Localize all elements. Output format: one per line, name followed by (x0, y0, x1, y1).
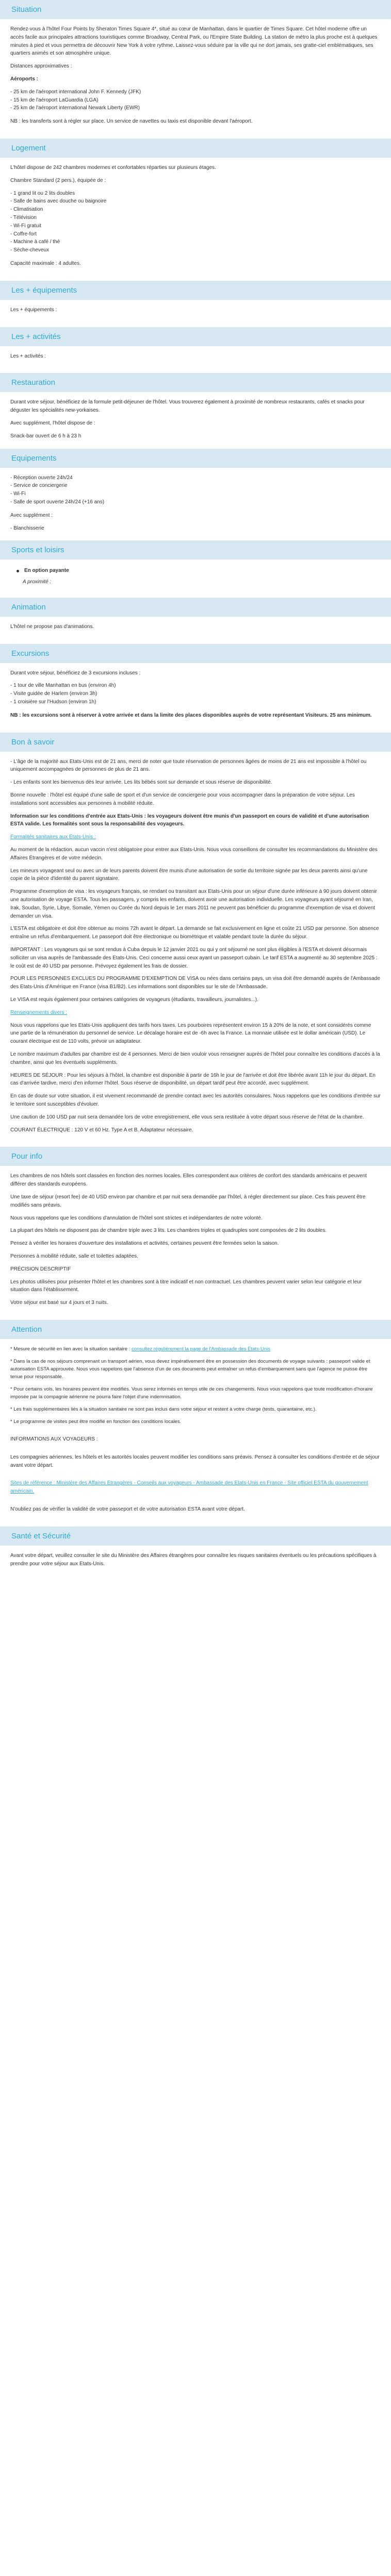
equipements-list (10, 474, 381, 506)
restauration-content (0, 392, 391, 448)
bon-paragraph: - L'âge de la majorité aux Etats-Unis est de 21 ans, merci de noter que toute réservation de personnes âgées de moins de 21 ans est impossible à l'hôtel ou uniquement accompagnées de personnes de plus de 21 ans. (10, 758, 367, 773)
rooms-label: Chambre Standard (2 pers.), équipée de : (10, 177, 106, 183)
section-title-logement: Logement (0, 139, 391, 158)
attention-paragraph (10, 1345, 381, 1353)
bon-paragraph: Le nombre maximum d'adultes par chambre est de 4 personnes. Merci de bien vouloir vous renseigner auprès de l'hôtel pour connaître les conditions d'accès à la chambre, ainsi que les éventuels suppléments. (10, 1051, 380, 1065)
bullet-icon (17, 570, 19, 572)
section-title-animation: Animation (0, 598, 391, 617)
logement-content (0, 158, 391, 281)
bon-paragraph: Les mineurs voyageant seul ou avec un de leurs parents doivent être munis d'une autorisation de sortie du territoire signée par les deux parents ainsi qu'une copie de la pièce d'identité du parent signataire. (10, 868, 368, 882)
info-paragraph: Votre séjour est basé sur 4 jours et 3 nuits. (10, 1300, 108, 1306)
situation-content (0, 19, 391, 139)
formalites-paragraph: Au moment de la rédaction, aucun vaccin n'est obligatoire pour entrer aux Etats-Unis. Nous vous conseillons de consulter les recommandations du Ministère des Affaires Étrangères et de votre médecin. (10, 847, 378, 861)
bon-paragraph: HEURES DE SÉJOUR : Pour les séjours à l'hôtel, la chambre est disponible à partir de 16h le jour de l'arrivée et doit être libérée avant 11h le jour du départ. En cas d'arrivée tardive, merci d'en informer l'hôtel. Sous réserve de disponibilité, un départ tardif peut être accordé, avec supplément. (10, 1072, 376, 1087)
animation-paragraph: L'hôtel ne propose pas d'animations. (10, 623, 94, 630)
room-feature: - Climatisation (10, 207, 43, 213)
section-title-situation: Situation (0, 0, 391, 19)
bon-paragraph: L'ESTA est obligatoire et doit être obtenue au moins 72h avant le départ. La demande se fait exclusivement en ligne et coûte 21 USD par personne. Son absence entraîne un refus d'embarquement. Le passeport doit être électronique ou biométrique et valable pendant toute la durée du séjour. (10, 926, 379, 940)
restauration-item: Snack-bar ouvert de 6 h à 23 h (10, 433, 82, 439)
bon-paragraph: - Les enfants sont les bienvenus dès leur arrivée. Les lits bébés sont sur demande et sous réserve de disponibilité. (10, 779, 272, 786)
info-paragraph: Nous vous rappelons que les conditions d'annulation de l'hôtel sont strictes et indépendantes de notre volonté. (10, 1215, 263, 1221)
sante-paragraph: Avant votre départ, veuillez consulter le site du Ministère des Affaires étrangères pour connaître les risques sanitaires éventuels ou les précautions spécifiques à prendre pour votre séjour aux Etats-Unis. (10, 1552, 377, 1567)
sports-option-label (17, 567, 381, 575)
attention-text: * Mesure de sécurité en lien avec la situation sanitaire : (10, 1346, 131, 1352)
situation-paragraph: Rendez-vous à l'hôtel Four Points by Sheraton Times Square 4*, situé au cœur de Manhattan, dans le quartier de Times Square. Cet hôtel moderne offre un accès facile aux principales attractions touristiques comme Broadway, Central Park, ou l'Empire State Building. La station de métro la plus proche est à quelques minutes à pied et vous permettra de découvrir New York à votre rythme. Laissez-vous séduire par la ville qui ne dort jamais, ses gratte-ciel emblématiques, ses quartiers animés et son atmosphère unique. (10, 26, 378, 57)
airports-list (10, 88, 381, 112)
logement-paragraph: L'hôtel dispose de 242 chambres modernes et confortables réparties sur plusieurs étages. (10, 164, 216, 171)
formalites-link[interactable]: Formalités sanitaires aux Etats-Unis : (10, 834, 96, 840)
rooms-list (10, 190, 381, 255)
room-feature: - Télévision (10, 214, 37, 221)
activities-paragraph: Les + activités : (10, 353, 46, 359)
bon-paragraph: Bonne nouvelle : l'hôtel est équipé d'une salle de sport et d'un service de conciergerie pour vous accompagner dans la préparation de votre séjour. Les installations sont accessibles aux personnes à mobilité réduite. (10, 792, 355, 806)
room-feature: - Sèche-cheveux (10, 247, 50, 253)
info-paragraph: Pensez à vérifier les horaires d'ouverture des installations et activités, certaines peuvent être fermées selon la saison. (10, 1241, 279, 1247)
attention-final-note: N'oubliez pas de vérifier la validité de votre passeport et de votre autorisation ESTA avant votre départ. (10, 1506, 245, 1512)
equipement-item: - Service de conciergerie (10, 483, 68, 489)
room-feature: - 1 grand lit ou 2 lits doubles (10, 190, 75, 196)
section-title-extras: Les + équipements (0, 281, 391, 300)
attention-paragraph: * Les frais supplémentaires liés à la situation sanitaire ne sont pas inclus dans votre séjour et restent à votre charge (tests, quarantaine, etc.). (10, 1406, 317, 1412)
section-title-sports: Sports et loisirs (0, 540, 391, 560)
equipements-paid-list (10, 524, 381, 533)
situation-distances-label: Distances approximatives : (10, 63, 72, 70)
extras-content (0, 300, 391, 327)
bon-paragraph: Nous vous rappelons que les Etats-Unis appliquent des tarifs hors taxes. Les pourboires représentent environ 15 à 20% de la note, et sont considérés comme une partie de la rémunération du personnel de service. Le décalage horaire est de -6h avec la France. La monnaie utilisée est le dollar américain (USD). Le courant électrique est de 110 volts, prévoir un adaptateur. (10, 1022, 371, 1045)
info-paragraph: Personnes à mobilité réduite, salle et toilettes adaptées. (10, 1253, 138, 1259)
attention-paragraph: * Dans la cas de nos séjours comprenant un transport aérien, vous devez impérativement être en possession des documents de voyage suivants : passeport valide et autorisation ESTA approuvée. Nous vous rappelons que l'absence d'un de ces documents peut entraîner un refus d'embarquement sans que l'agence ne puisse être tenue pour responsable. (10, 1358, 370, 1380)
activities-content (0, 346, 391, 374)
attention-paragraph: * Le programme de visites peut être modifié en fonction des conditions locales. (10, 1418, 182, 1425)
info-voyageurs-paragraph: Les compagnies aériennes, les hôtels et les autorités locales peuvent modifier les conditions sans préavis. Pensez à consulter les conditions d'entrée et de séjour avant votre départ. (10, 1454, 380, 1468)
section-title-equipements: Equipements (0, 449, 391, 468)
section-title-pour-info: Pour info (0, 1147, 391, 1166)
bon-paragraph: Le VISA est requis également pour certaines catégories de voyageurs (étudiants, travailleurs, journalistes...). (10, 997, 258, 1003)
equipements-content (0, 468, 391, 541)
sports-nearby: A proximité : (23, 579, 52, 585)
restauration-list (10, 432, 381, 440)
reference-sites-link[interactable]: Sites de référence : Ministère des Affaires Etrangères - Conseils aux voyageurs - Ambassade des Etats-Unis en France - Site officiel ESTA du gouvernement américain. (10, 1480, 368, 1495)
equipement-item: - Wi-Fi (10, 491, 26, 497)
section-title-restauration: Restauration (0, 373, 391, 392)
equipement-item: - Réception ouverte 24h/24 (10, 474, 73, 481)
info-paragraph: Une taxe de séjour (resort fee) de 40 USD environ par chambre et par nuit sera demandée par l'hôtel, à régler directement sur place. Ces frais peuvent être modifiés sans préavis. (10, 1194, 366, 1208)
info-paragraph: PRÉCISION DESCRIPTIF (10, 1266, 71, 1272)
room-feature: - Machine à café / thé (10, 239, 60, 245)
room-feature: - Coffre-fort (10, 231, 37, 237)
airport-item: - 25 km de l'aéroport international Newark Liberty (EWR) (10, 105, 140, 111)
excursion-item: - 1 tour de ville Manhattan en bus (environ 4h) (10, 683, 116, 689)
excursion-item: - Visite guidée de Harlem (environ 3h) (10, 691, 97, 697)
excursion-item: - 1 croisière sur l'Hudson (environ 1h) (10, 699, 96, 705)
extras-paragraph: Les + équipements : (10, 307, 57, 313)
airports-label: Aéroports : (10, 76, 38, 82)
sante-content (0, 1546, 391, 1581)
animation-content (0, 617, 391, 644)
excursions-note: NB : les excursions sont à réserver à votre arrivée et dans la limite des places disponibles auprès de votre représentant Visiteurs. 25 ans minimum. (10, 712, 372, 718)
section-title-sante: Santé et Sécurité (0, 1527, 391, 1546)
sports-content (0, 560, 391, 598)
section-title-excursions: Excursions (0, 644, 391, 663)
excursions-paragraph: Durant votre séjour, bénéficiez de 3 excursions incluses : (10, 670, 141, 676)
equipement-item: - Salle de sport ouverte 24h/24 (+16 ans) (10, 499, 105, 505)
sports-option-text: En option payante (24, 568, 69, 574)
bon-paragraph: Une caution de 100 USD par nuit sera demandée lors de votre enregistrement, elle vous sera restituée à votre départ sous réserve de l'état de la chambre. (10, 1114, 364, 1120)
renseignements-link[interactable]: Renseignements divers : (10, 1009, 68, 1015)
pour-info-content (0, 1166, 391, 1320)
section-title-attention: Attention (0, 1320, 391, 1339)
restauration-paragraph: Durant votre séjour, bénéficiez de la formule petit-déjeuner de l'hôtel. Vous trouverez également à proximité de nombreux restaurants, cafés et snacks pour déguster les spécialités new-yorkaises. (10, 399, 365, 414)
section-title-activities: Les + activités (0, 327, 391, 346)
bon-content (0, 752, 391, 1147)
bon-paragraph: IMPORTANT : Les voyageurs qui se sont rendus à Cuba depuis le 12 janvier 2021 ou qui y ont séjourné ne sont plus éligibles à l'ESTA et doivent désormais solliciter un visa auprès de l'ambassade des Etats-Unis. Ceci concerne aussi ceux ayant un passeport cubain. Le tarif ESTA a augmenté au 30 septembre 2025 : le coût est de 40 USD par personne. Prévoyez également les frais de dossier. (10, 947, 378, 969)
bon-entry-conditions: Information sur les conditions d'entrée aux Etats-Unis : les voyageurs doivent être munis d'un passeport en cours de validité et d'une autorisation ESTA valide. Les formalités sont sous la responsabilité des voyageurs. (10, 813, 369, 827)
bon-paragraph: Programme d'exemption de visa : les voyageurs français, se rendant ou transitant aux Etats-Unis pour un séjour d'une durée inférieure à 90 jours doivent obtenir une autorisation de voyage ESTA. Tous les passagers, y compris les enfants, doivent avoir une autorisation individuelle. Les voyageurs ayant séjourné en Iran, Irak, Soudan, Syrie, Libye, Somalie, Yémen ou Corée du Nord depuis le 1er mars 2011 ne peuvent pas bénéficier du programme d'exemption de visa et doivent demander un visa. (10, 889, 377, 919)
attention-paragraph: * Pour certains vols, les horaires peuvent être modifiés. Vous serez informés en temps utile de ces changements. Nous vous rappelons que toute modification d'horaire imposée par la compagnie aérienne ne pourra faire l'objet d'une indemnisation. (10, 1386, 373, 1400)
bon-paragraph: POUR LES PERSONNES EXCLUES DU PROGRAMME D'EXEMPTION DE VISA ou nées dans certains pays, un visa doit être demandé auprès de l'Ambassade des Etats-Unis d'Amérique en France (visa B1/B2). Les informations sont disponibles sur le site de l'Ambassade. (10, 976, 380, 990)
info-paragraph: Les chambres de nos hôtels sont classées en fonction des normes locales. Elles correspondent aux critères de confort des standards américains et peuvent différer des standards européens. (10, 1173, 367, 1188)
info-voyageurs-title: INFORMATIONS AUX VOYAGEURS : (10, 1436, 98, 1442)
info-paragraph: Les photos utilisées pour présenter l'hôtel et les chambres sont à titre indicatif et non contractuel. Les chambres peuvent varier selon leur catégorie et leur situation dans l'établissement. (10, 1279, 362, 1293)
equipements-paid-label: Avec supplément : (10, 512, 53, 518)
room-feature: - Salle de bains avec douche ou baignoire (10, 198, 107, 205)
bon-paragraph: COURANT ÉLECTRIQUE : 120 V et 60 Hz. Type A et B. Adaptateur nécessaire. (10, 1127, 193, 1133)
excursions-list (10, 682, 381, 706)
info-paragraph: La plupart des hôtels ne disposent pas de chambre triple avec 3 lits. Les chambres triples et quadruples sont composées de 2 lits doubles. (10, 1228, 327, 1234)
restauration-supplement-label: Avec supplément, l'hôtel dispose de : (10, 420, 95, 426)
room-feature: - Wi-Fi gratuit (10, 223, 41, 229)
transfer-note: NB : les transferts sont à régler sur place. Un service de navettes ou taxis est disponible devant l'aéroport. (10, 118, 253, 125)
airport-item: - 25 km de l'aéroport international John F. Kennedy (JFK) (10, 89, 141, 95)
capacity-note: Capacité maximale : 4 adultes. (10, 260, 81, 266)
excursions-content (0, 663, 391, 733)
bon-paragraph: En cas de doute sur votre situation, il est vivement recommandé de prendre contact avec les autorités consulaires. Nous rappelons que les conditions d'entrée sur le territoire sont susceptibles d'évoluer. (10, 1093, 381, 1107)
ambassade-link[interactable]: consultez régulièrement la page de l'Ambassade des Etats-Unis (132, 1346, 271, 1352)
equipement-paid-item: - Blanchisserie (10, 525, 44, 531)
section-title-bon-a-savoir: Bon à savoir (0, 733, 391, 752)
attention-content (0, 1339, 391, 1527)
airport-item: - 15 km de l'aéroport LaGuardia (LGA) (10, 97, 99, 103)
